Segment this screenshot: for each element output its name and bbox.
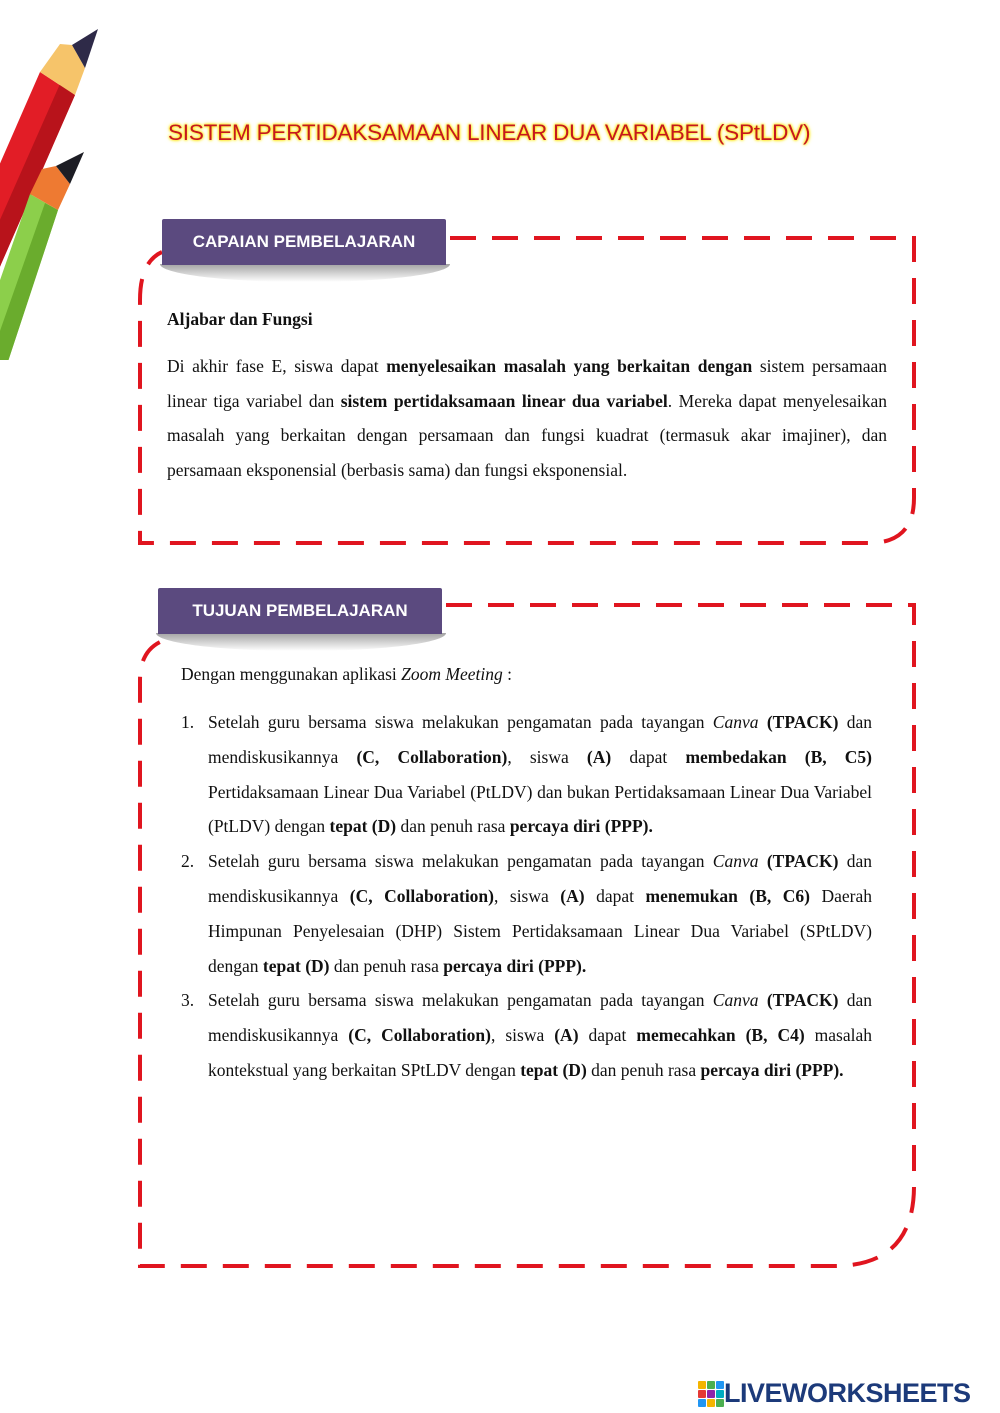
text-run: Setelah guru bersama siswa melakukan pengamatan pada tayangan [208, 712, 713, 732]
text-run: dan mendiskusikannya [208, 712, 873, 767]
bold-run: (A) [560, 885, 585, 906]
bold-run: (C, Collaboration) [356, 746, 508, 767]
tujuan-tab [158, 588, 442, 634]
bold-run: menemukan (B, C6) [645, 885, 810, 906]
list-item-text [208, 844, 872, 983]
text-run: Setelah guru bersama siswa melakukan pengamatan pada tayangan [208, 990, 713, 1011]
text-run: , siswa [490, 1025, 555, 1046]
document-title: SISTEM PERTIDAKSAMAAN LINEAR DUA VARIABEL (SPtLDV) [168, 120, 811, 145]
text-run: dan penuh rasa [586, 1059, 701, 1080]
capaian-subheading: Aljabar dan Fungsi [167, 309, 313, 329]
bold-run: percaya diri (PPP). [443, 955, 587, 976]
italic-run: Canva [712, 851, 759, 872]
italic-run: Canva [712, 712, 759, 732]
bold-run: menyelesaikan masalah yang berkaitan dengan [386, 355, 753, 376]
italic-run: Canva [712, 990, 759, 1011]
capaian-tab-label: CAPAIAN PEMBELAJARAN [192, 232, 416, 251]
italic-run: Zoom Meeting [401, 664, 503, 684]
liveworksheets-brand[interactable] [698, 1378, 971, 1409]
text-run: dan mendiskusikannya [208, 851, 873, 906]
bold-run: memecahkan (B, C4) [636, 1025, 805, 1046]
bold-run: sistem pertidaksamaan linear dua variabel [340, 390, 668, 411]
tujuan-intro-line [181, 657, 872, 692]
bold-run: tepat (D) [329, 816, 397, 837]
list-item [181, 983, 872, 1087]
text-run: sistem persamaan linear tiga variabel dan [167, 355, 887, 411]
bold-run: tepat (D) [262, 955, 330, 976]
capaian-paragraph [167, 349, 887, 488]
text-run: dan mendiskusikannya [208, 990, 873, 1046]
text-run: dapat [584, 885, 646, 906]
bold-run: (TPACK) [766, 990, 839, 1011]
text-run: dapat [578, 1025, 637, 1046]
bold-run: (A) [586, 746, 612, 767]
text-run: Di akhir fase E, siswa dapat [167, 355, 387, 376]
capaian-content [167, 302, 887, 488]
text-run: dapat [611, 746, 686, 767]
text-run: dan penuh rasa [396, 816, 510, 837]
list-item-text [208, 705, 872, 844]
bold-run: (C, Collaboration) [348, 1025, 491, 1046]
pencils-illustration [0, 0, 120, 360]
text-run: . Mereka dapat menyelesaikan masalah yang berkaitan dengan persamaan dan fungsi kuadrat (termasuk akar imajiner), dan persamaan eksponensial (berbasis sama) dan fungsi eksponensial. [167, 390, 887, 481]
bold-run: (C, Collaboration) [349, 885, 494, 906]
list-number: 2. [181, 851, 195, 872]
bold-run: (TPACK) [766, 851, 839, 872]
text-run: Daerah Himpunan Penyelesaian (DHP) Sistem Pertidaksamaan Linear Dua Variabel (SPtLDV) dengan [208, 885, 873, 976]
capaian-tab-shadow [160, 264, 450, 282]
tujuan-tab-label: TUJUAN PEMBELAJARAN [192, 601, 408, 620]
list-item [181, 705, 872, 844]
bold-run: percaya diri (PPP). [509, 816, 653, 837]
text-run: Dengan menggunakan aplikasi [181, 664, 402, 684]
text-run: masalah kontekstual yang berkaitan SPtLDV dengan [208, 1025, 873, 1080]
text-run: Setelah guru bersama siswa melakukan pengamatan pada tayangan [208, 851, 713, 872]
list-item [181, 844, 872, 983]
text-run: , siswa [494, 885, 561, 906]
list-item-text [208, 983, 872, 1087]
tujuan-intro [181, 657, 872, 692]
bold-run: (A) [554, 1025, 579, 1046]
bold-run: membedakan (B, C5) [685, 746, 873, 767]
capaian-tab [162, 219, 446, 265]
text-run: , siswa [507, 746, 587, 767]
brand-name: LIVEWORKSHEETS [724, 1378, 971, 1408]
text-run: : [502, 664, 512, 684]
liveworksheets-logo-icon [698, 1381, 724, 1407]
bold-run: (TPACK) [766, 712, 839, 732]
text-run: dan penuh rasa [329, 955, 444, 976]
list-number: 3. [181, 990, 195, 1011]
tujuan-tab-shadow [156, 633, 446, 651]
bold-run: percaya diri (PPP). [700, 1059, 844, 1080]
bold-run: tepat (D) [520, 1059, 587, 1080]
list-number: 1. [181, 712, 195, 732]
tujuan-list [181, 705, 872, 1088]
text-run: Pertidaksamaan Linear Dua Variabel (PtLDV) dan bukan Pertidaksamaan Linear Dua Variabel (PtLDV) dengan [208, 781, 872, 837]
